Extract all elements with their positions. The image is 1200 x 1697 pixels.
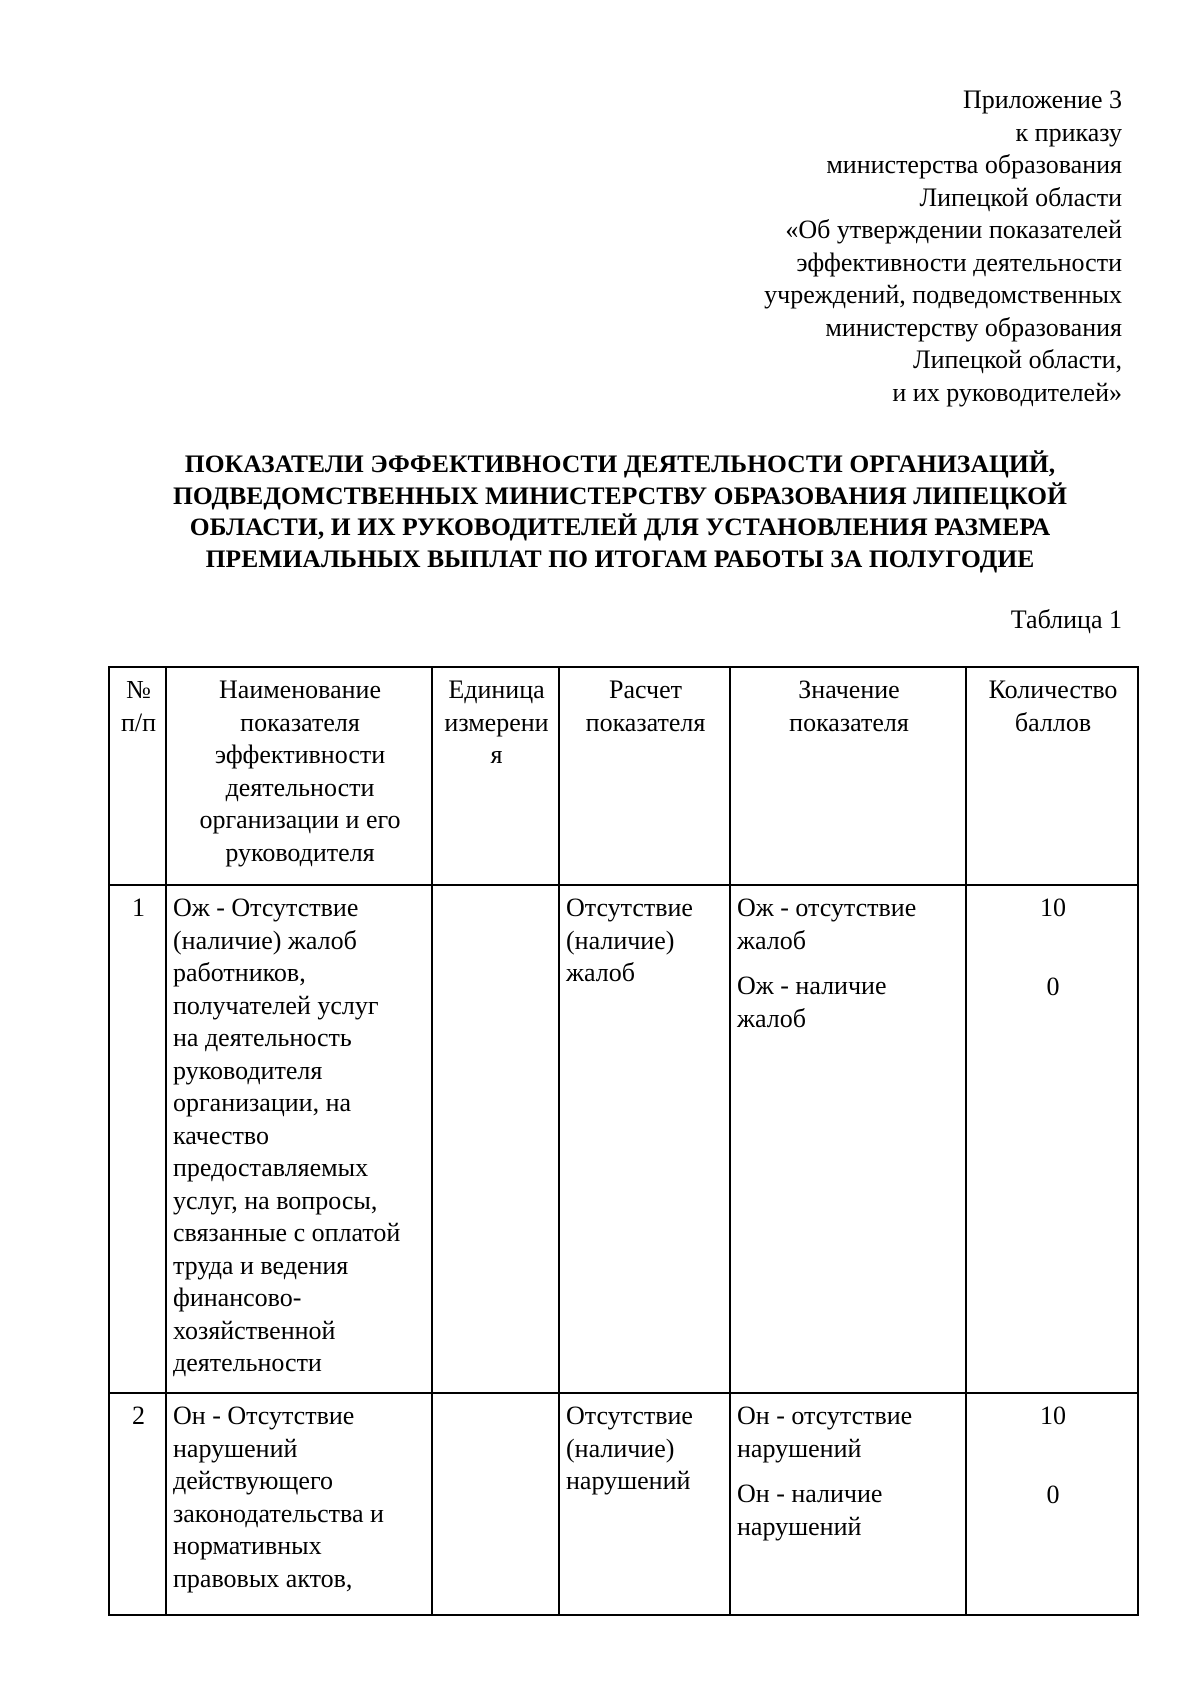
- title-line: ПОКАЗАТЕЛИ ЭФФЕКТИВНОСТИ ДЕЯТЕЛЬНОСТИ ОРГАНИЗАЦИЙ,: [184, 449, 1056, 478]
- header-unit: Единица измерени я: [432, 667, 559, 885]
- appendix-line: «Об утверждении показателей: [785, 215, 1122, 244]
- appendix-block: [602, 84, 1122, 409]
- appendix-line: учреждений, подведомственных: [764, 280, 1122, 309]
- appendix-line: Липецкой области,: [912, 345, 1122, 374]
- appendix-line: министерства образования: [826, 150, 1122, 179]
- appendix-line: и их руководителей»: [892, 377, 1122, 407]
- header-calc: Расчет показателя: [559, 667, 730, 885]
- header-num: № п/п: [109, 667, 166, 885]
- header-score: Количество баллов: [966, 667, 1138, 885]
- row-unit: [432, 1393, 559, 1615]
- table-label: Таблица 1: [1010, 605, 1122, 634]
- row-num: 1: [109, 885, 166, 1393]
- row-unit: [432, 885, 559, 1393]
- row-num: 2: [109, 1393, 166, 1615]
- appendix-line: Приложение 3: [962, 85, 1122, 114]
- row-calc: Отсутствие (наличие) жалоб: [559, 885, 730, 1393]
- table-row: [109, 1393, 1138, 1615]
- appendix-line: эффективности деятельности: [796, 247, 1122, 277]
- row-name: Ож - Отсутствие (наличие) жалоб работников, получателей услуг на деятельность руководителя организации, на качество предоставляемых услуг, на вопросы, связанные с оплатой труда и ведения финансово- хозяйственной деятельности: [166, 885, 432, 1393]
- row-value: Он - отсутствие нарушений Он - наличие нарушений: [730, 1393, 966, 1615]
- row-calc: Отсутствие (наличие) нарушений: [559, 1393, 730, 1615]
- row-name: Он - Отсутствие нарушений действующего законодательства и нормативных правовых актов,: [166, 1393, 432, 1615]
- title-line: ПРЕМИАЛЬНЫХ ВЫПЛАТ ПО ИТОГАМ РАБОТЫ ЗА ПОЛУГОДИЕ: [205, 543, 1035, 573]
- row-score: 10 0: [966, 1393, 1138, 1615]
- header-name: Наименование показателя эффективности деятельности организации и его руководителя: [166, 667, 432, 885]
- appendix-line: Липецкой области: [919, 182, 1122, 212]
- title-line: ОБЛАСТИ, И ИХ РУКОВОДИТЕЛЕЙ ДЛЯ УСТАНОВЛЕНИЯ РАЗМЕРА: [189, 512, 1051, 541]
- appendix-line: министерству образования: [825, 312, 1122, 342]
- header-value: Значение показателя: [730, 667, 966, 885]
- row-value: Ож - отсутствие жалоб Ож - наличие жалоб: [730, 885, 966, 1393]
- row-score: 10 0: [966, 885, 1138, 1393]
- table-header-row: [109, 667, 1138, 885]
- title-line: ПОДВЕДОМСТВЕННЫХ МИНИСТЕРСТВУ ОБРАЗОВАНИЯ ЛИПЕЦКОЙ: [172, 480, 1068, 510]
- appendix-line: к приказу: [1015, 117, 1122, 147]
- document-title: [100, 448, 1140, 574]
- indicators-table: [108, 666, 1139, 1616]
- table-row: [109, 885, 1138, 1393]
